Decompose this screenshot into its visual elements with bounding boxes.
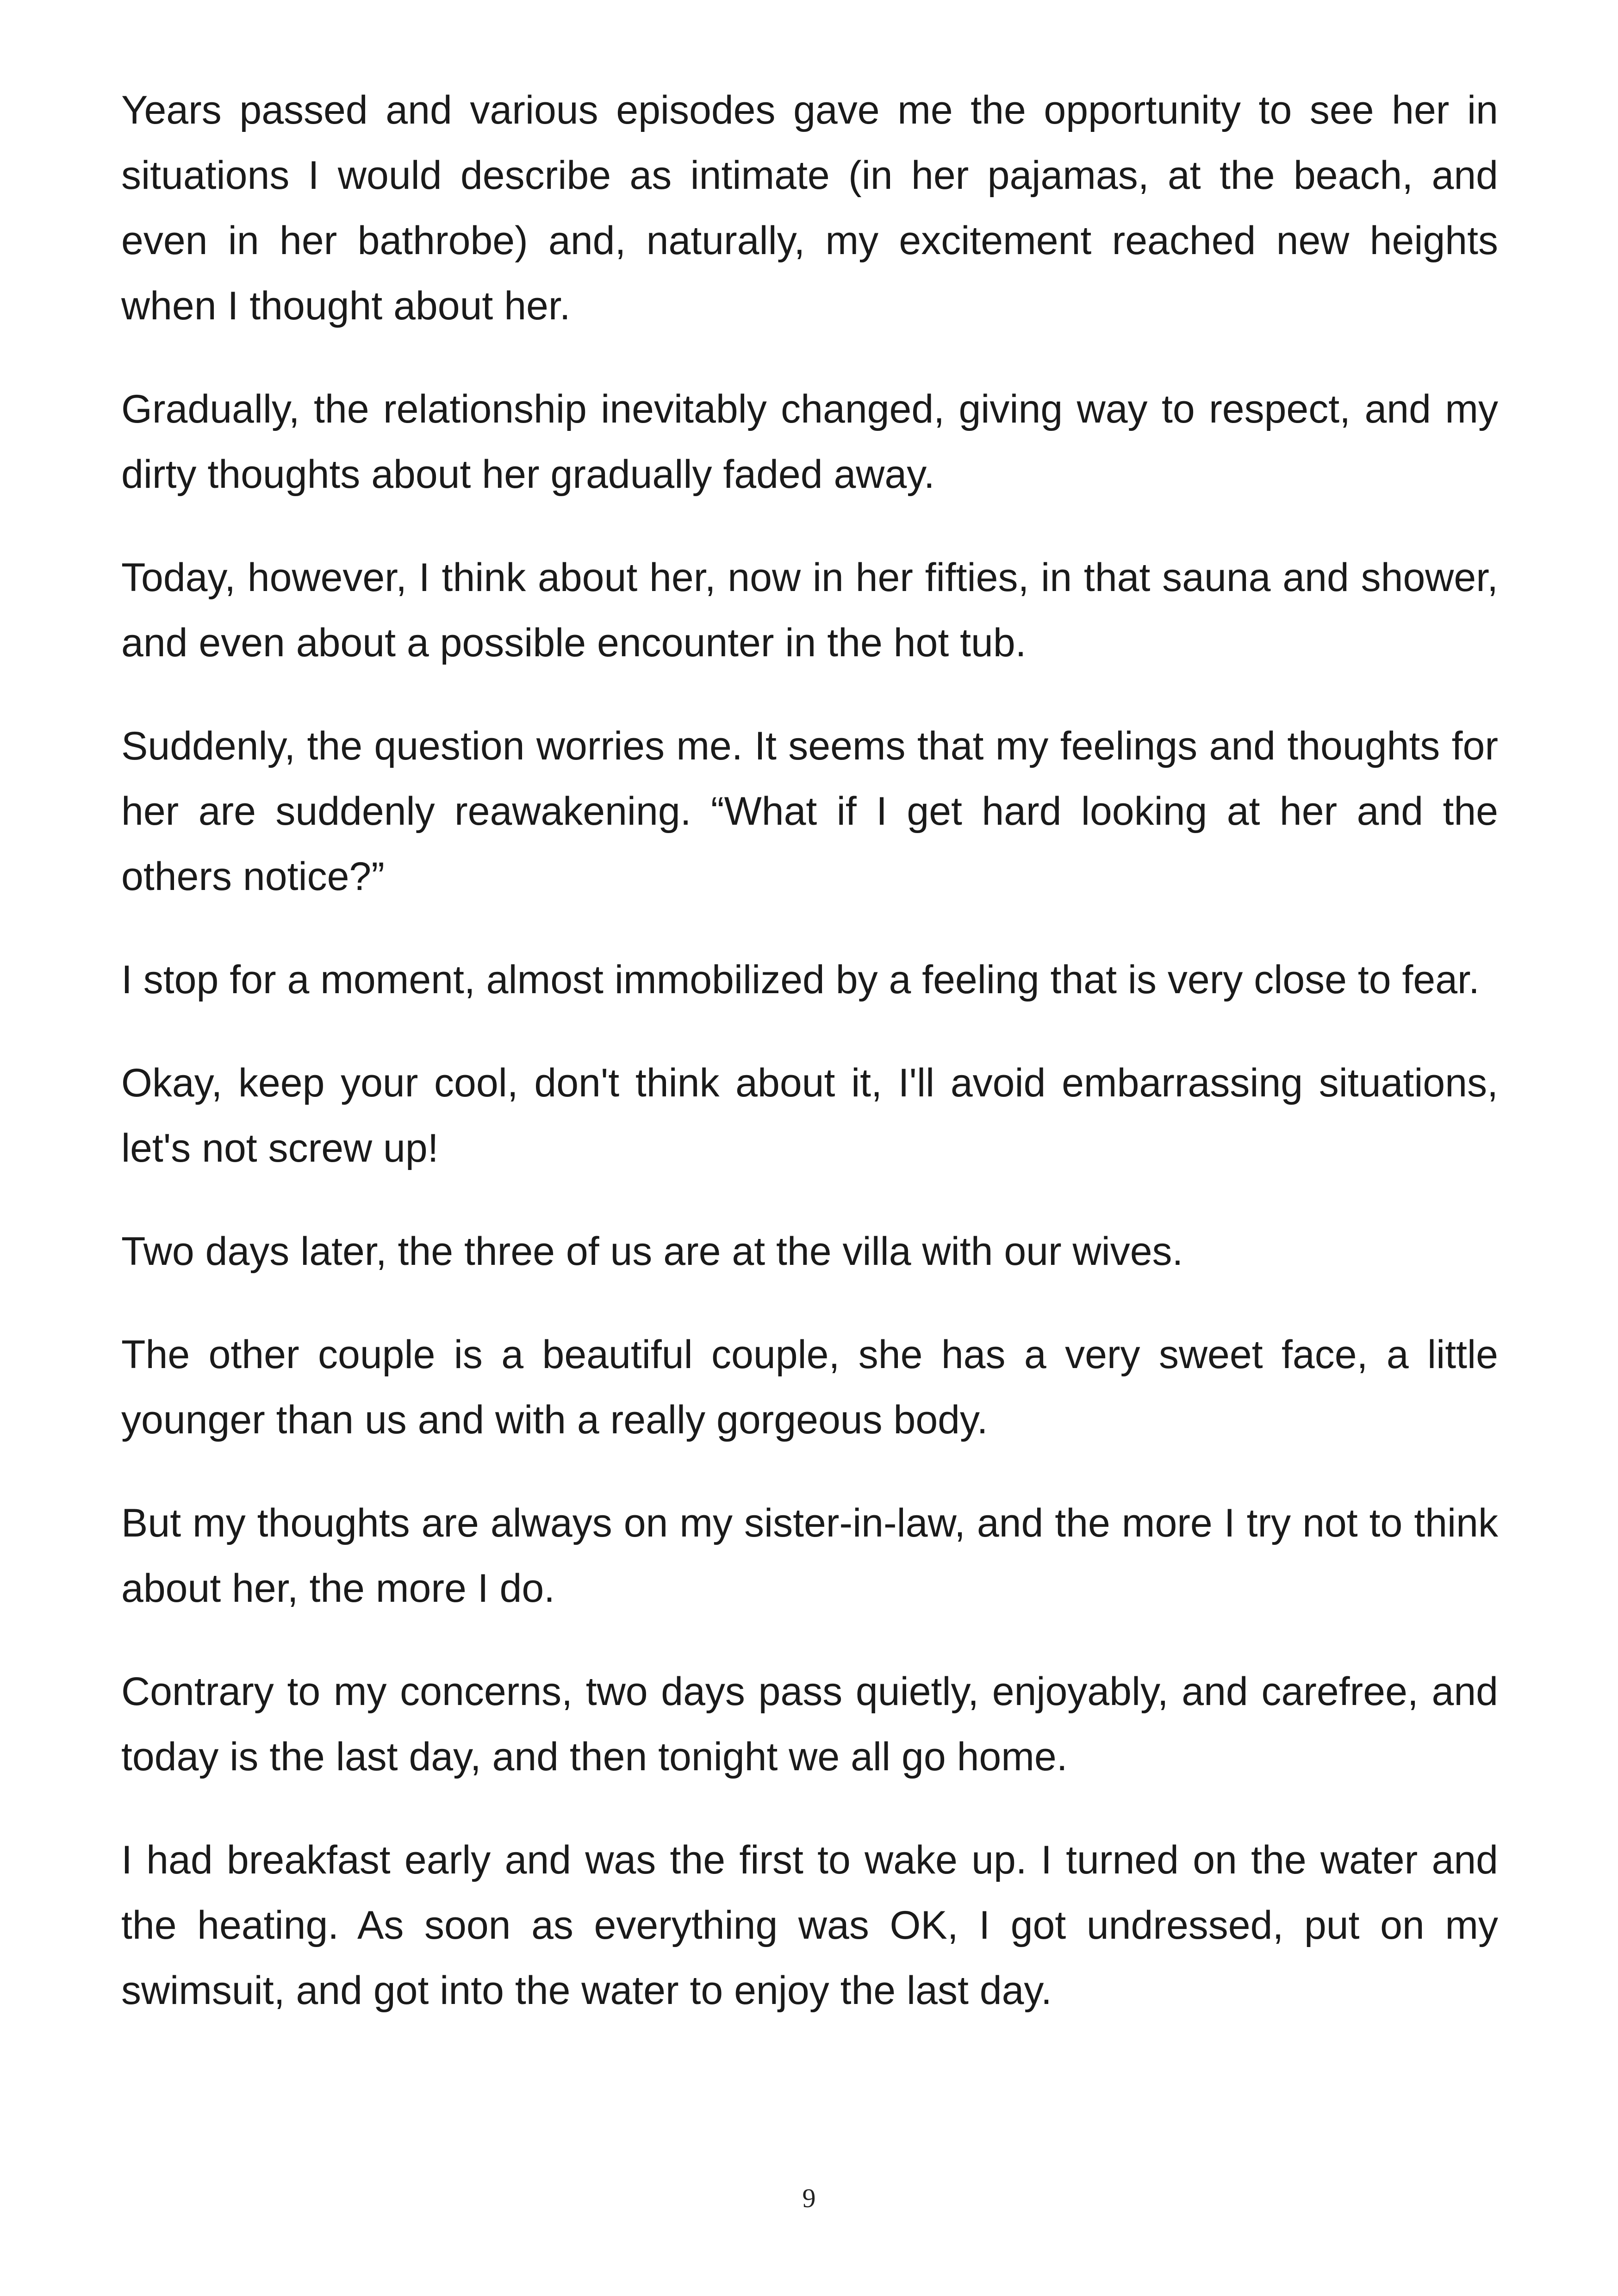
page-number: 9 bbox=[802, 2183, 816, 2213]
paragraph: Okay, keep your cool, don't think about it, I'll avoid embarrassing situations, let's not screw up! bbox=[121, 1061, 1498, 1170]
paragraph: Gradually, the relationship inevitably changed, giving way to respect, and my dirty thoughts about her gradually faded away. bbox=[121, 387, 1498, 497]
paragraph: Years passed and various episodes gave me the opportunity to see her in situations I would describe as intimate (in her pajamas, at the beach, and even in her bathrobe) and, naturally, my excitement reached new heights when I thought about her. bbox=[121, 88, 1498, 328]
paragraph: I had breakfast early and was the first to wake up. I turned on the water and the heating. As soon as everything was OK, I got undressed, put on my swimsuit, and got into the water to enjoy the last day. bbox=[121, 1838, 1498, 2013]
paragraph: Two days later, the three of us are at the villa with our wives. bbox=[121, 1229, 1183, 1274]
paragraph: I stop for a moment, almost immobilized by a feeling that is very close to fear. bbox=[121, 958, 1480, 1002]
paragraph: Contrary to my concerns, two days pass quietly, enjoyably, and carefree, and today is the last day, and then tonight we all go home. bbox=[121, 1669, 1498, 1779]
paragraph: The other couple is a beautiful couple, she has a very sweet face, a little younger than us and with a really gorgeous body. bbox=[121, 1332, 1498, 1442]
paragraph: Today, however, I think about her, now in her fifties, in that sauna and shower, and even about a possible encounter in the hot tub. bbox=[121, 555, 1498, 665]
paragraph: But my thoughts are always on my sister-in-law, and the more I try not to think about her, the more I do. bbox=[121, 1501, 1498, 1611]
paragraph: Suddenly, the question worries me. It seems that my feelings and thoughts for her are suddenly reawakening. “What if I get hard looking at her and the others notice?” bbox=[121, 724, 1498, 899]
body-text bbox=[121, 78, 1498, 2023]
